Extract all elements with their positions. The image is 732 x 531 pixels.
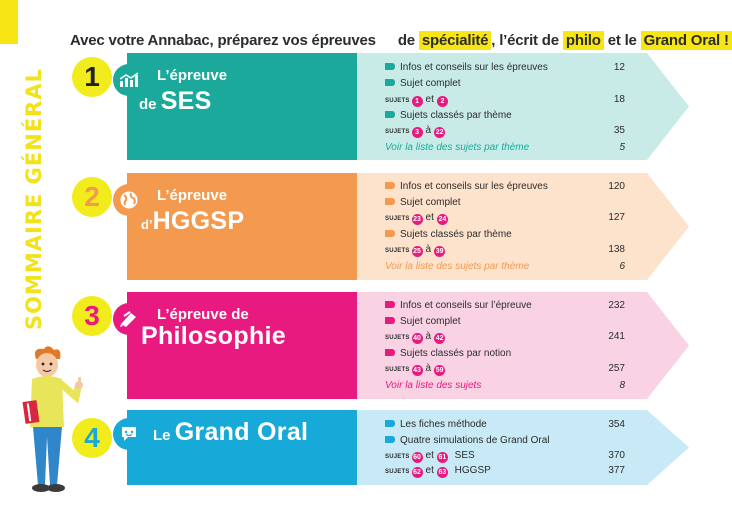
title-panel: [127, 292, 357, 399]
heading-grand-oral: Grand Oral !: [641, 31, 732, 50]
section-number: 2: [72, 177, 112, 217]
title-line1: L’épreuve: [157, 187, 228, 204]
sujets-row: SUJETS 25 à 39 138: [385, 244, 625, 255]
subject-list-link[interactable]: Voir la liste des sujets par thème 5: [385, 142, 625, 153]
contents-item: Sujets classés par notion: [385, 347, 625, 361]
contents-item: Sujets classés par thème: [385, 109, 625, 123]
heading-de: de: [397, 32, 415, 49]
title-line: Le Grand Oral: [153, 418, 309, 446]
sujets-row: SUJETS 1 et 2 18: [385, 94, 625, 105]
section-hggsp: [0, 173, 700, 280]
heading-et-le: et le: [607, 32, 637, 49]
contents-item: Quatre simulations de Grand Oral: [385, 434, 625, 448]
title-line1: L’épreuve de: [157, 306, 249, 323]
vertical-title: SOMMAIRE GÉNÉRAL: [22, 68, 46, 330]
heading-specialite: spécialité: [419, 31, 491, 50]
title-line2: de SES: [139, 87, 212, 115]
heading-prefix: Avec votre Annabac, préparez vos épreuves: [70, 32, 376, 49]
contents-panel: [357, 410, 689, 485]
page-heading: [70, 32, 732, 49]
contents-item: Sujet complet: [385, 196, 625, 210]
title-panel: [127, 53, 357, 160]
corner-accent: [0, 0, 18, 44]
contents-item: Sujets classés par thème: [385, 228, 625, 242]
sujets-row: SUJETS 43 à 59 257: [385, 363, 625, 374]
title-panel: [127, 410, 357, 485]
sujets-row: SUJETS 40 à 42 241: [385, 331, 625, 342]
contents-panel: [357, 292, 689, 399]
contents-panel: [357, 173, 689, 280]
section-grand-oral: [0, 410, 700, 485]
section-number: 1: [72, 57, 112, 97]
sujets-row: SUJETS 60 et 61 SES 370: [385, 450, 625, 461]
section-number: 3: [72, 296, 112, 336]
sujets-row: SUJETS 62 et 63 HGGSP 377: [385, 465, 625, 476]
contents-panel: [357, 53, 689, 160]
contents-item: Infos et conseils sur l’épreuve 232: [385, 299, 625, 313]
section-philosophie: [0, 292, 700, 399]
title-line2: Philosophie: [141, 322, 286, 350]
title-line1: L’épreuve: [157, 67, 228, 84]
heading-philo: philo: [563, 31, 604, 50]
sujets-row: SUJETS 23 et 24 127: [385, 212, 625, 223]
subject-list-link[interactable]: Voir la liste des sujets par thème 6: [385, 261, 625, 272]
title-line2: d’HGGSP: [141, 207, 245, 235]
speech-icon: [113, 418, 145, 450]
heading-mid: , l’écrit de: [491, 32, 559, 49]
student-illustration: [14, 345, 94, 495]
section-number: 4: [72, 418, 112, 458]
section-ses: [0, 53, 700, 160]
contents-item: Sujet complet: [385, 315, 625, 329]
contents-item: Les fiches méthode 354: [385, 418, 625, 432]
contents-item: Infos et conseils sur les épreuves 12: [385, 61, 625, 75]
contents-item: Sujet complet: [385, 77, 625, 91]
sujets-row: SUJETS 3 à 22 35: [385, 125, 625, 136]
title-panel: [127, 173, 357, 280]
contents-item: Infos et conseils sur les épreuves 120: [385, 180, 625, 194]
subject-list-link[interactable]: Voir la liste des sujets 8: [385, 380, 625, 391]
